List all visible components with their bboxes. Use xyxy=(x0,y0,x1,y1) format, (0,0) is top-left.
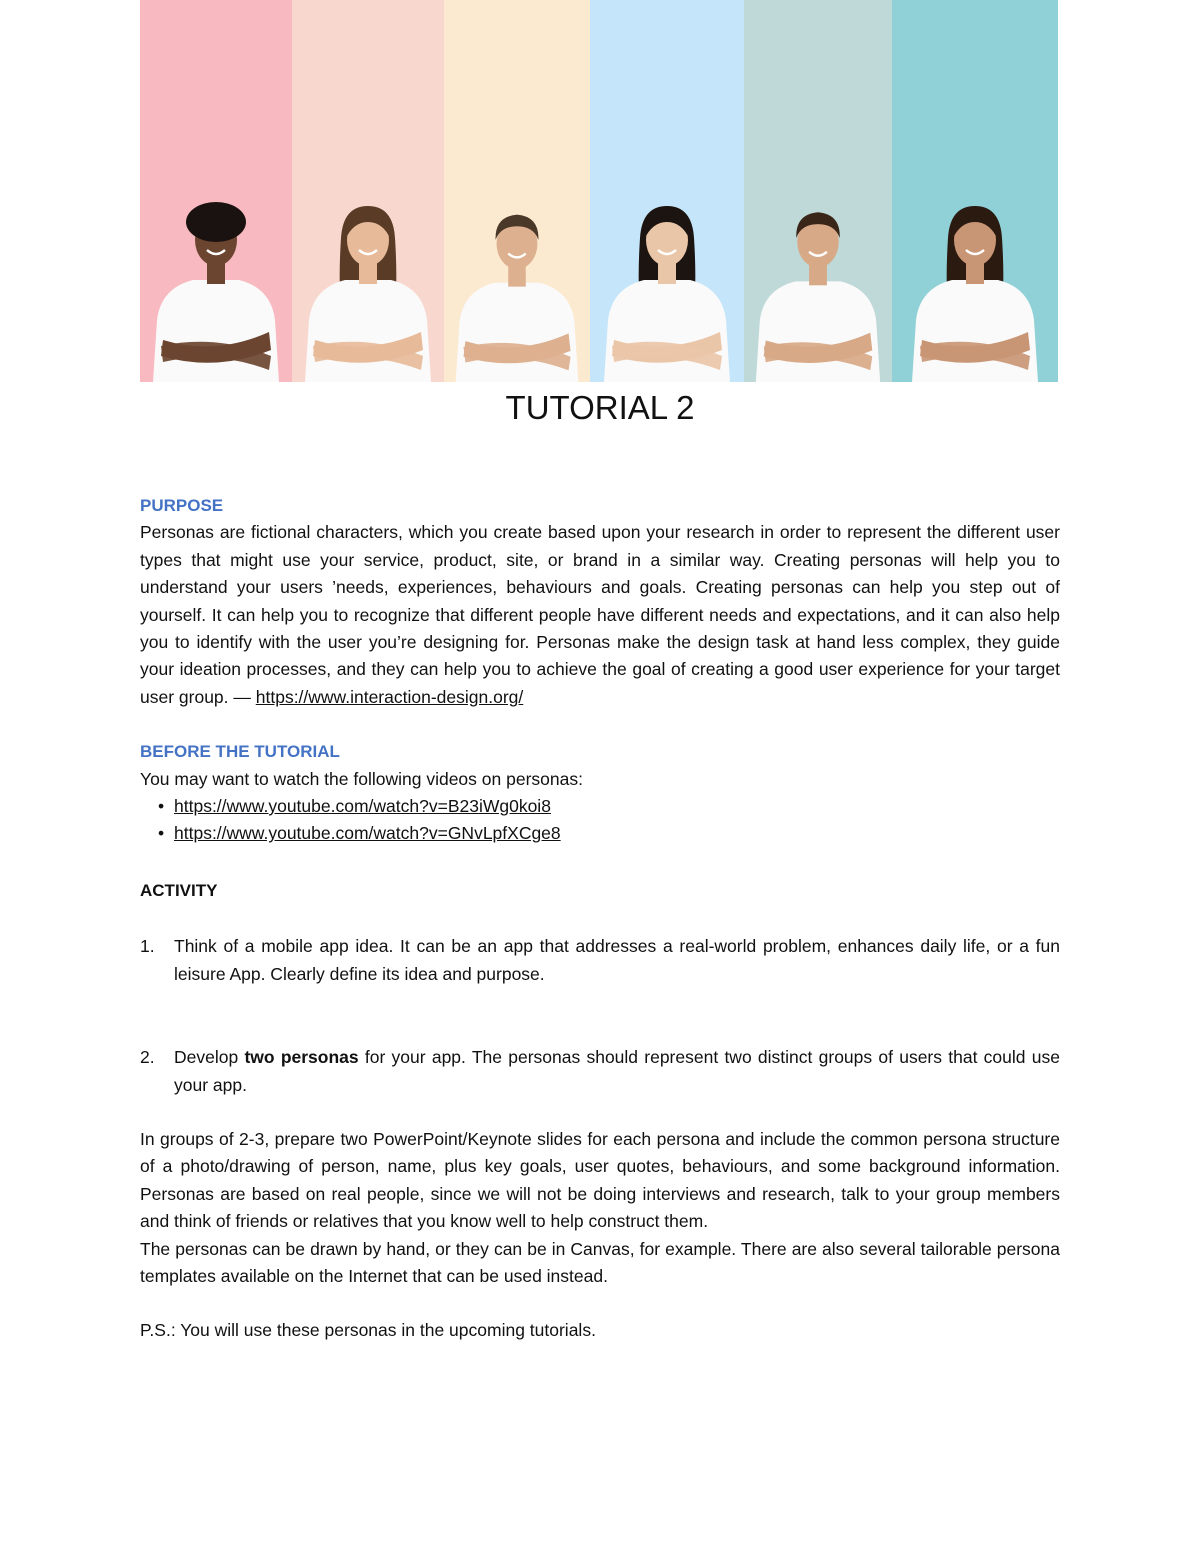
stripe-5 xyxy=(744,0,892,382)
list-item xyxy=(158,793,1060,820)
step-text: Think of a mobile app idea. It can be an app that addresses a real-world problem, enhances daily life, or a fun leisure App. Clearly define its idea and purpose. xyxy=(174,936,1060,984)
youtube-link-1[interactable]: https://www.youtube.com/watch?v=B23iWg0koi8 xyxy=(174,796,551,817)
persona-figure xyxy=(744,0,892,382)
video-link-list xyxy=(140,793,1060,848)
persona-figure xyxy=(444,0,590,382)
stripe-4 xyxy=(590,0,744,382)
persona-figure xyxy=(140,0,292,382)
stripe-3 xyxy=(444,0,590,382)
header-banner-image xyxy=(140,0,1058,382)
step-number: 1. xyxy=(140,936,155,957)
step-text-pre: Develop xyxy=(174,1047,245,1068)
persona-figure xyxy=(590,0,744,382)
purpose-text: Personas are fictional characters, which you create based upon your research in order to represent the different user types that might use your service, product, site, or brand in a similar way. Creating personas will help you to understand your users ’needs, experiences, behaviours and goals. Creating personas can help you step out of yourself. It can help you to recognize that different people have different needs and expectations, and it can also help you to identify with the user you’re designing for. Personas make the design task at hand less complex, they guide your ideation processes, and they can help you to achieve the goal of creating a good user experience for your target user group. — xyxy=(140,522,1060,707)
before-tutorial-heading: BEFORE THE TUTORIAL xyxy=(140,742,340,762)
groups-paragraph: In groups of 2-3, prepare two PowerPoint/Keynote slides for each persona and include the common persona structure of a photo/drawing of person, name, plus key goals, user quotes, behaviours, and some background information. Personas are based on real people, since we will not be doing interviews and research, talk to your group members and think of friends or relatives that you know well to help construct them. xyxy=(140,1128,1060,1232)
activity-steps-2 xyxy=(140,1044,1060,1099)
document-body xyxy=(140,492,1060,1345)
interaction-design-link[interactable]: https://www.interaction-design.org/ xyxy=(255,686,524,707)
persona-figure xyxy=(892,0,1058,382)
step-number: 2. xyxy=(140,1047,155,1068)
drawing-paragraph: The personas can be drawn by hand, or they can be in Canvas, for example. There are also several tailorable persona templates available on the Internet that can be used instead. xyxy=(140,1238,1060,1286)
purpose-heading: PURPOSE xyxy=(140,496,224,515)
activity-steps xyxy=(140,933,1060,988)
before-tutorial-intro: You may want to watch the following videos on personas: xyxy=(140,768,583,789)
stripe-2 xyxy=(292,0,444,382)
persona-figure xyxy=(292,0,444,382)
step-text-post: for your app. The personas should represent two distinct groups of users that could use your app. xyxy=(174,1047,1060,1095)
activity-step-2 xyxy=(140,1044,1060,1099)
purpose-paragraph xyxy=(140,519,1060,711)
stripe-1 xyxy=(140,0,292,382)
list-item xyxy=(158,820,1060,847)
stripe-6 xyxy=(892,0,1058,382)
step-text-bold: two personas xyxy=(244,1047,359,1068)
ps-note: P.S.: You will use these personas in the upcoming tutorials. xyxy=(140,1320,596,1341)
page-title: TUTORIAL 2 xyxy=(505,389,695,426)
youtube-link-2[interactable]: https://www.youtube.com/watch?v=GNvLpfXCge8 xyxy=(174,823,561,844)
activity-heading: ACTIVITY xyxy=(140,880,218,900)
activity-step-1 xyxy=(140,933,1060,988)
